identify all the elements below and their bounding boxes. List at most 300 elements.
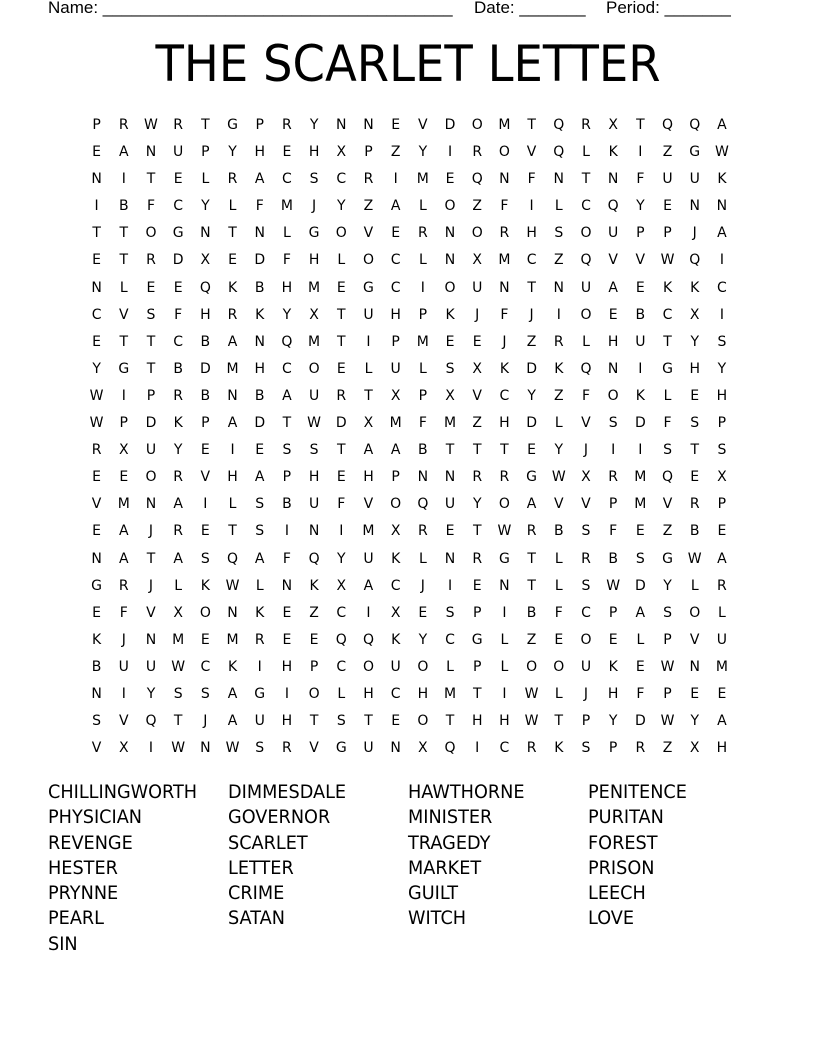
period-field: Period: _______ xyxy=(606,0,731,17)
grid-letter: T xyxy=(146,550,156,567)
grid-letter: T xyxy=(581,171,591,188)
grid-letter: B xyxy=(608,550,618,567)
grid-letter: U xyxy=(173,144,184,161)
grid-letter: L xyxy=(283,225,291,242)
grid-letter: J xyxy=(583,685,589,702)
grid-letter: F xyxy=(282,550,291,567)
grid-letter: Y xyxy=(418,631,428,648)
grid-row xyxy=(83,168,733,195)
grid-letter: W xyxy=(714,144,729,161)
grid-letter: B xyxy=(553,523,564,540)
grid-letter: R xyxy=(499,225,510,242)
grid-letter: Z xyxy=(472,198,483,215)
grid-letter: Y xyxy=(228,144,237,161)
grid-letter: R xyxy=(581,117,591,133)
grid-letter: R xyxy=(227,306,238,323)
grid-letter: N xyxy=(336,117,347,133)
grid-letter: G xyxy=(172,225,184,242)
grid-letter: X xyxy=(689,740,700,757)
grid-letter: N xyxy=(499,171,510,188)
grid-row xyxy=(83,249,733,276)
grid-letter: D xyxy=(634,577,646,594)
grid-letter: T xyxy=(472,442,482,459)
grid-letter: W xyxy=(660,713,675,730)
grid-letter: O xyxy=(308,360,320,377)
grid-row xyxy=(83,385,733,412)
grid-letter: V xyxy=(91,740,102,757)
grid-letter: A xyxy=(635,604,646,621)
grid-letter: I xyxy=(121,171,126,188)
grid-letter: E xyxy=(690,685,700,702)
grid-letter: M xyxy=(498,252,511,269)
grid-letter: G xyxy=(308,225,320,242)
grid-letter: Y xyxy=(690,333,699,350)
grid-letter: N xyxy=(553,171,565,188)
grid-letter: I xyxy=(529,198,534,215)
grid-letter: P xyxy=(92,117,101,133)
grid-letter: O xyxy=(308,685,320,702)
grid-letter: O xyxy=(580,306,592,323)
grid-letter: A xyxy=(227,685,238,702)
grid-letter: E xyxy=(200,442,210,459)
grid-letter: N xyxy=(91,550,102,567)
grid-letter: A xyxy=(227,415,238,432)
grid-letter: R xyxy=(581,550,591,567)
grid-letter: K xyxy=(499,360,509,377)
grid-letter: W xyxy=(497,523,512,540)
grid-letter: I xyxy=(393,171,398,188)
grid-letter: P xyxy=(663,685,672,702)
grid-letter: R xyxy=(635,740,646,757)
grid-letter: E xyxy=(663,198,672,215)
grid-letter: L xyxy=(337,685,346,702)
grid-letter: U xyxy=(145,658,157,675)
grid-letter: V xyxy=(118,306,129,323)
grid-letter: U xyxy=(689,171,700,188)
grid-row xyxy=(83,412,733,439)
grid-letter: E xyxy=(717,523,727,540)
grid-letter: U xyxy=(363,550,374,567)
grid-letter: E xyxy=(173,171,183,188)
grid-row xyxy=(83,358,733,385)
grid-letter: L xyxy=(554,577,563,594)
grid-letter: U xyxy=(145,442,157,459)
grid-letter: A xyxy=(227,713,238,730)
grid-letter: O xyxy=(145,469,157,486)
grid-letter: W xyxy=(524,713,539,730)
grid-letter: V xyxy=(200,469,211,486)
grid-letter: F xyxy=(418,415,427,432)
grid-letter: B xyxy=(526,604,537,621)
grid-letter: N xyxy=(444,550,456,567)
grid-letter: X xyxy=(200,252,211,269)
grid-letter: H xyxy=(308,252,320,269)
grid-letter: O xyxy=(526,658,538,675)
grid-letter: A xyxy=(717,713,727,730)
grid-letter: H xyxy=(471,713,483,730)
grid-letter: P xyxy=(472,658,482,675)
grid-letter: K xyxy=(608,144,618,161)
grid-letter: P xyxy=(717,415,727,432)
grid-letter: E xyxy=(690,469,700,486)
grid-letter: I xyxy=(502,685,507,702)
grid-letter: Q xyxy=(227,550,239,567)
grid-letter: R xyxy=(526,740,537,757)
grid-letter: Q xyxy=(145,713,157,730)
grid-letter: O xyxy=(580,225,592,242)
grid-letter: X xyxy=(445,387,455,404)
grid-letter: N xyxy=(499,279,510,296)
grid-letter: G xyxy=(118,360,130,377)
grid-letter: P xyxy=(608,496,618,513)
grid-letter: Y xyxy=(717,360,727,377)
grid-letter: A xyxy=(390,442,401,459)
grid-letter: U xyxy=(444,496,456,513)
word-list-item: DIMMESDALE xyxy=(228,781,347,803)
grid-letter: B xyxy=(173,360,183,377)
grid-letter: L xyxy=(255,577,264,594)
grid-letter: V xyxy=(118,713,129,730)
grid-letter: P xyxy=(663,225,672,242)
grid-letter: K xyxy=(690,279,700,296)
grid-letter: E xyxy=(228,252,237,269)
grid-letter: G xyxy=(471,631,483,648)
worksheet-header xyxy=(48,0,738,21)
grid-letter: J xyxy=(583,442,589,459)
grid-letter: T xyxy=(527,550,536,567)
grid-letter: M xyxy=(226,631,239,648)
grid-letter: R xyxy=(227,171,238,188)
grid-letter: L xyxy=(174,577,183,594)
grid-letter: T xyxy=(146,360,156,377)
grid-letter: X xyxy=(336,577,347,594)
grid-letter: C xyxy=(581,198,591,215)
grid-letter: O xyxy=(471,225,483,242)
grid-letter: C xyxy=(200,658,211,675)
grid-letter: Q xyxy=(580,252,592,269)
word-list-item: GOVERNOR xyxy=(228,806,331,829)
grid-letter: I xyxy=(475,740,480,757)
grid-letter: U xyxy=(716,631,728,648)
grid-letter: B xyxy=(200,333,211,350)
grid-letter: E xyxy=(635,279,645,296)
grid-letter: N xyxy=(607,360,619,377)
grid-letter: G xyxy=(335,740,347,757)
grid-letter: D xyxy=(444,117,456,133)
grid-letter: K xyxy=(173,415,183,432)
grid-letter: O xyxy=(444,198,456,215)
grid-letter: Y xyxy=(527,387,536,404)
grid-letter: E xyxy=(391,117,401,133)
word-list-item: LOVE xyxy=(588,907,635,930)
grid-letter: R xyxy=(282,117,292,133)
grid-letter: A xyxy=(173,550,183,567)
grid-letter: E xyxy=(391,225,401,242)
grid-letter: I xyxy=(148,740,154,757)
grid-letter: G xyxy=(227,117,238,133)
grid-letter: P xyxy=(636,225,645,242)
grid-letter: E xyxy=(309,631,319,648)
grid-letter: P xyxy=(608,740,618,757)
word-list-item: REVENGE xyxy=(48,831,133,854)
grid-letter: U xyxy=(118,658,129,675)
grid-letter: P xyxy=(663,631,672,648)
grid-letter: A xyxy=(717,117,727,133)
grid-letter: Z xyxy=(662,144,673,161)
grid-letter: Q xyxy=(689,252,701,269)
grid-letter: C xyxy=(499,387,510,404)
grid-letter: S xyxy=(309,442,319,459)
grid-letter: O xyxy=(471,117,483,133)
grid-letter: M xyxy=(280,198,293,215)
grid-letter: P xyxy=(309,658,319,675)
grid-letter: V xyxy=(472,387,482,404)
grid-letter: L xyxy=(418,550,427,567)
grid-letter: V xyxy=(526,144,537,161)
grid-letter: L xyxy=(337,252,346,269)
grid-letter: P xyxy=(608,604,618,621)
grid-letter: V xyxy=(146,604,156,621)
grid-letter: S xyxy=(635,550,645,567)
grid-letter: H xyxy=(254,144,265,161)
grid-letter: W xyxy=(551,469,566,486)
grid-letter: Y xyxy=(337,550,346,567)
grid-letter: X xyxy=(689,306,700,323)
grid-letter: U xyxy=(608,225,619,242)
grid-letter: E xyxy=(690,387,700,404)
grid-letter: V xyxy=(581,415,591,432)
grid-letter: L xyxy=(228,198,237,215)
grid-letter: I xyxy=(284,523,289,540)
grid-letter: R xyxy=(336,387,347,404)
grid-letter: S xyxy=(608,415,618,432)
grid-letter: E xyxy=(608,631,618,648)
grid-letter: W xyxy=(524,685,539,702)
grid-letter: S xyxy=(581,740,591,757)
grid-row xyxy=(83,629,733,656)
grid-letter: S xyxy=(717,333,727,350)
word-list-item: TRAGEDY xyxy=(408,831,491,854)
grid-letter: K xyxy=(662,279,673,296)
grid-letter: O xyxy=(390,496,402,513)
grid-letter: G xyxy=(498,550,510,567)
grid-letter: R xyxy=(282,740,292,757)
grid-letter: N xyxy=(689,658,700,675)
grid-letter: E xyxy=(92,604,102,621)
grid-letter: Y xyxy=(554,442,564,459)
grid-letter: J xyxy=(502,333,507,350)
grid-letter: S xyxy=(663,604,672,621)
grid-letter: J xyxy=(420,577,425,594)
grid-letter: I xyxy=(284,685,289,702)
grid-letter: D xyxy=(172,252,184,269)
grid-letter: I xyxy=(611,442,616,459)
grid-letter: E xyxy=(336,360,346,377)
grid-letter: G xyxy=(662,550,673,567)
grid-letter: K xyxy=(635,387,645,404)
grid-letter: B xyxy=(689,523,700,540)
grid-letter: F xyxy=(527,171,536,188)
word-column xyxy=(228,780,408,932)
grid-letter: R xyxy=(118,117,129,133)
grid-letter: T xyxy=(309,713,319,730)
grid-letter: Y xyxy=(663,577,672,594)
grid-letter: X xyxy=(390,387,401,404)
grid-letter: C xyxy=(390,279,401,296)
grid-letter: L xyxy=(418,198,427,215)
grid-letter: D xyxy=(145,415,157,432)
word-list-item: PEARL xyxy=(48,907,105,930)
grid-letter: Z xyxy=(662,740,673,757)
grid-letter: H xyxy=(716,740,728,757)
grid-letter: O xyxy=(362,658,374,675)
grid-letter: J xyxy=(203,713,208,730)
grid-letter: L xyxy=(554,198,563,215)
grid-letter: E xyxy=(336,469,346,486)
grid-letter: W xyxy=(89,415,104,432)
grid-letter: L xyxy=(554,550,563,567)
grid-letter: S xyxy=(445,360,455,377)
grid-letter: P xyxy=(146,387,156,404)
grid-letter: K xyxy=(309,577,319,594)
grid-letter: R xyxy=(608,469,619,486)
word-list-item: WITCH xyxy=(408,907,467,930)
grid-letter: W xyxy=(606,577,621,594)
grid-letter: W xyxy=(660,658,675,675)
grid-letter: E xyxy=(608,306,618,323)
grid-letter: A xyxy=(118,550,129,567)
grid-letter: U xyxy=(363,306,374,323)
grid-letter: R xyxy=(689,496,700,513)
grid-letter: S xyxy=(173,685,183,702)
grid-letter: M xyxy=(389,415,402,432)
grid-letter: M xyxy=(498,117,511,133)
grid-letter: J xyxy=(529,306,534,323)
grid-letter: T xyxy=(228,523,237,540)
grid-letter: N xyxy=(390,740,401,757)
grid-letter: Y xyxy=(337,198,346,215)
grid-letter: Q xyxy=(553,144,565,161)
grid-letter: X xyxy=(390,523,401,540)
grid-letter: T xyxy=(282,415,292,432)
grid-letter: V xyxy=(309,740,319,757)
grid-letter: W xyxy=(144,117,158,133)
grid-letter: N xyxy=(553,279,565,296)
grid-letter: Q xyxy=(662,469,674,486)
grid-letter: X xyxy=(118,442,129,459)
grid-letter: P xyxy=(201,144,210,161)
grid-letter: T xyxy=(527,577,536,594)
grid-letter: C xyxy=(173,333,184,350)
grid-letter: X xyxy=(173,604,183,621)
grid-letter: R xyxy=(146,252,156,269)
grid-row xyxy=(83,548,733,575)
grid-letter: V xyxy=(635,252,646,269)
grid-letter: K xyxy=(227,658,238,675)
grid-letter: U xyxy=(580,279,592,296)
grid-letter: N xyxy=(200,740,211,757)
grid-letter: N xyxy=(91,685,102,702)
grid-letter: V xyxy=(363,496,374,513)
grid-letter: E xyxy=(472,577,482,594)
grid-letter: N xyxy=(499,577,510,594)
grid-letter: F xyxy=(119,604,128,621)
grid-letter: K xyxy=(255,604,265,621)
grid-letter: S xyxy=(336,713,346,730)
grid-letter: W xyxy=(89,387,104,404)
grid-letter: I xyxy=(719,306,724,323)
word-list-item: PRISON xyxy=(588,856,655,879)
word-list-item: HESTER xyxy=(48,856,118,879)
grid-letter: E xyxy=(173,279,183,296)
grid-letter: S xyxy=(445,604,455,621)
grid-letter: X xyxy=(363,415,374,432)
grid-letter: R xyxy=(717,577,727,594)
grid-letter: T xyxy=(527,117,536,133)
grid-letter: E xyxy=(92,523,102,540)
grid-letter: P xyxy=(391,469,400,486)
grid-letter: W xyxy=(225,740,240,757)
word-column xyxy=(588,780,768,932)
grid-letter: N xyxy=(281,577,293,594)
grid-letter: F xyxy=(636,685,645,702)
grid-letter: N xyxy=(607,171,619,188)
grid-row xyxy=(83,683,733,710)
word-list-item: FOREST xyxy=(588,831,658,854)
grid-letter: P xyxy=(201,415,210,432)
grid-letter: A xyxy=(363,577,374,594)
grid-letter: T xyxy=(472,523,482,540)
grid-letter: M xyxy=(634,469,647,486)
grid-letter: B xyxy=(254,387,265,404)
grid-letter: K xyxy=(445,306,455,323)
grid-letter: Q xyxy=(471,171,483,188)
grid-letter: O xyxy=(417,713,429,730)
grid-letter: I xyxy=(638,360,643,377)
grid-letter: H xyxy=(417,685,429,702)
grid-letter: U xyxy=(635,333,646,350)
grid-letter: R xyxy=(553,333,564,350)
grid-letter: N xyxy=(145,144,157,161)
grid-letter: Q xyxy=(308,550,320,567)
grid-letter: E xyxy=(445,523,455,540)
grid-letter: L xyxy=(554,685,563,702)
grid-letter: Y xyxy=(608,713,618,730)
grid-letter: N xyxy=(689,198,700,215)
grid-letter: P xyxy=(418,306,428,323)
grid-letter: J xyxy=(312,198,317,215)
grid-row xyxy=(83,439,733,466)
grid-letter: N xyxy=(308,523,320,540)
grid-letter: K xyxy=(92,631,102,648)
grid-row xyxy=(83,493,733,520)
grid-letter: S xyxy=(200,685,210,702)
grid-letter: N xyxy=(91,279,102,296)
grid-letter: R xyxy=(499,469,510,486)
grid-letter: R xyxy=(526,523,537,540)
grid-letter: U xyxy=(308,496,320,513)
grid-letter: A xyxy=(363,442,374,459)
grid-letter: K xyxy=(717,171,727,188)
grid-letter: E xyxy=(282,604,292,621)
grid-letter: J xyxy=(148,523,154,540)
grid-row xyxy=(83,602,733,629)
grid-letter: N xyxy=(227,387,238,404)
word-list-item: SIN xyxy=(48,932,78,955)
grid-letter: O xyxy=(417,658,429,675)
grid-letter: F xyxy=(174,306,183,323)
word-column xyxy=(48,780,228,957)
